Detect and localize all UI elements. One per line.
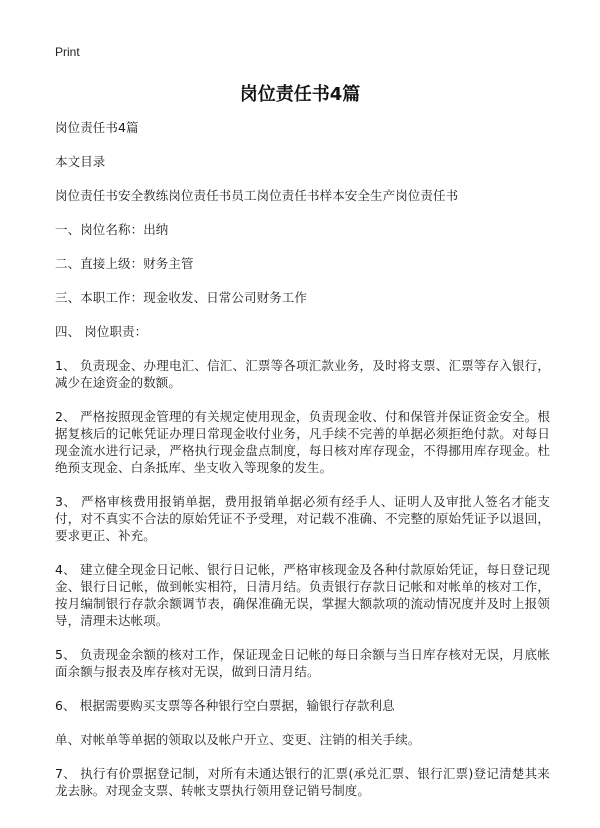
page-title: 岗位责任书4篇: [239, 84, 361, 105]
duty-item-7: 7、 执行有价票据登记制，对所有未通达银行的汇票(承兑汇票、银行汇票)登记清楚其来龙去脉。对现金支票、转帐支票执行领用登记销号制度。: [55, 766, 550, 798]
direct-superior: 二、直接上级：财务主管: [55, 256, 194, 271]
toc-list: 岗位责任书安全教练岗位责任书员工岗位责任书样本安全生产岗位责任书: [55, 188, 459, 203]
duty-item-4: 4、 建立健全现金日记帐、银行日记帐，严格审核现金及各种付款原始凭证，每日登记现金、银行日记帐，做到帐实相符，日清月结。负责银行存款日记帐和对帐单的核对工作，按月编制银行存款余额调节表，确保准确无误，掌握大额款项的流动情况度并及时上报领导，清理未达帐项。: [55, 562, 550, 628]
duties-heading: 四、 岗位职责：: [55, 324, 148, 339]
duty-item-2: 2、 严格按照现金管理的有关规定使用现金，负责现金收、付和保管并保证资金安全。根据复核后的记帐凭证办理日常现金收付业务，凡手续不完善的单据必须拒绝付款。对每日现金流水进行记录，严格执行现金盘点制度，每日核对库存现金，不得挪用库存现金。杜绝预支现金、白条抵库、坐支收入等现象的发生。: [55, 409, 550, 475]
position-name: 一、岗位名称：出纳: [55, 222, 169, 237]
duty-item-6: 6、 根据需要购买支票等各种银行空白票据，输银行存款利息: [55, 698, 395, 713]
print-link[interactable]: Print: [55, 45, 80, 59]
duty-item-1: 1、 负责现金、办理电汇、信汇、汇票等各项汇款业务，及时将支票、汇票等存入银行，减少在途资金的数额。: [55, 358, 550, 390]
duty-item-5: 5、 负责现金余额的核对工作，保证现金日记帐的每日余额与当日库存核对无误，月底帐面余额与报表及库存核对无误，做到日清月结。: [55, 647, 550, 679]
duty-item-3: 3、 严格审核费用报销单据，费用报销单据必须有经手人、证明人及审批人签名才能支付，对不真实不合法的原始凭证不予受理，对记载不准确、不完整的原始凭证予以退回，要求更正、补充。: [55, 494, 550, 543]
doc-subtitle: 岗位责任书4篇: [55, 120, 139, 135]
duty-item-6-continued: 单、对帐单等单据的领取以及帐户开立、变更、注销的相关手续。: [55, 732, 421, 747]
document-body: [55, 119, 550, 816]
main-work: 三、本职工作：现金收发、日常公司财务工作: [55, 290, 308, 305]
toc-heading: 本文目录: [55, 154, 106, 169]
